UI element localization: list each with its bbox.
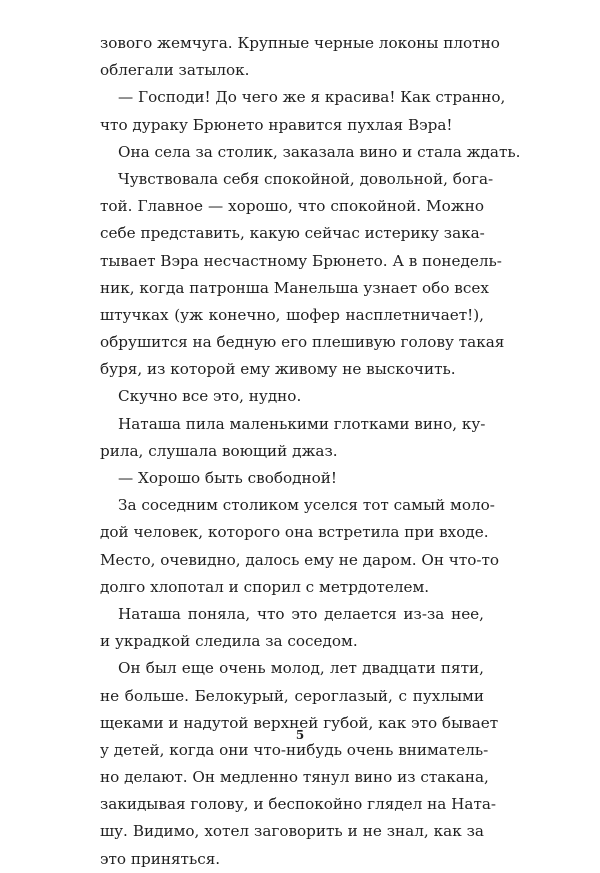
text-line: ник, когда патронша Манельша узнает обо всех (100, 278, 489, 297)
text-line: Чувствовала себя спокойной, довольной, бога- (118, 169, 494, 188)
body-text (100, 30, 521, 873)
text-line: Наташа пила маленькими глотками вино, ку- (118, 414, 486, 433)
text-line: долго хлопотал и спорил с метрдотелем. (100, 577, 430, 596)
text-line: себе представить, какую сейчас истерику зака- (100, 224, 485, 243)
text-line: что дураку Брюнето нравится пухлая Вэра! (100, 115, 453, 134)
text-line: у детей, когда они что-нибудь очень вниматель- (100, 740, 489, 759)
text-line: облегали затылок. (100, 61, 250, 80)
text-line: — Господи! До чего же я красива! Как странно, (118, 88, 506, 107)
text-line: штучках (уж конечно, шофер насплетничает!), (100, 305, 484, 324)
text-line: — Хорошо быть свободной! (118, 469, 337, 487)
text-line: Он был еще очень молод, лет двадцати пяти, (118, 659, 484, 678)
text-line: Скучно все это, нудно. (118, 387, 302, 406)
page-number: 5 (295, 728, 305, 742)
text-line: закидывая голову, и беспокойно глядел на Ната- (100, 795, 497, 814)
text-line: тывает Вэра несчастному Брюнето. А в понедель- (100, 251, 502, 270)
text-line: но делают. Он медленно тянул вино из стакана, (100, 768, 489, 787)
text-line: зового жемчуга. Крупные черные локоны плотно (100, 34, 500, 52)
text-line: Наташа поняла, что это делается из-за нее, (118, 604, 484, 623)
text-line: шу. Видимо, хотел заговорить и не знал, как за (100, 822, 484, 841)
text-line: той. Главное — хорошо, что спокойной. Можно (100, 197, 484, 216)
text-line: За соседним столиком уселся тот самый моло- (118, 496, 495, 515)
text-line: буря, из которой ему живому не выскочить. (100, 360, 456, 379)
text-line: это приняться. (100, 849, 221, 868)
text-line: щеками и надутой верхней губой, как это бывает (100, 713, 499, 732)
text-line: не больше. Белокурый, сероглазый, с пухлыми (100, 686, 484, 705)
text-line: дой человек, которого она встретила при входе. (100, 523, 489, 542)
text-line: обрушится на бедную его плешивую голову такая (100, 333, 505, 352)
text-line: Она села за столик, заказала вино и стала ждать. (118, 142, 521, 161)
text-line: и украдкой следила за соседом. (100, 632, 358, 651)
text-line: Место, очевидно, далось ему не даром. Он что-то (100, 550, 500, 569)
text-line: рила, слушала воющий джаз. (100, 441, 338, 460)
